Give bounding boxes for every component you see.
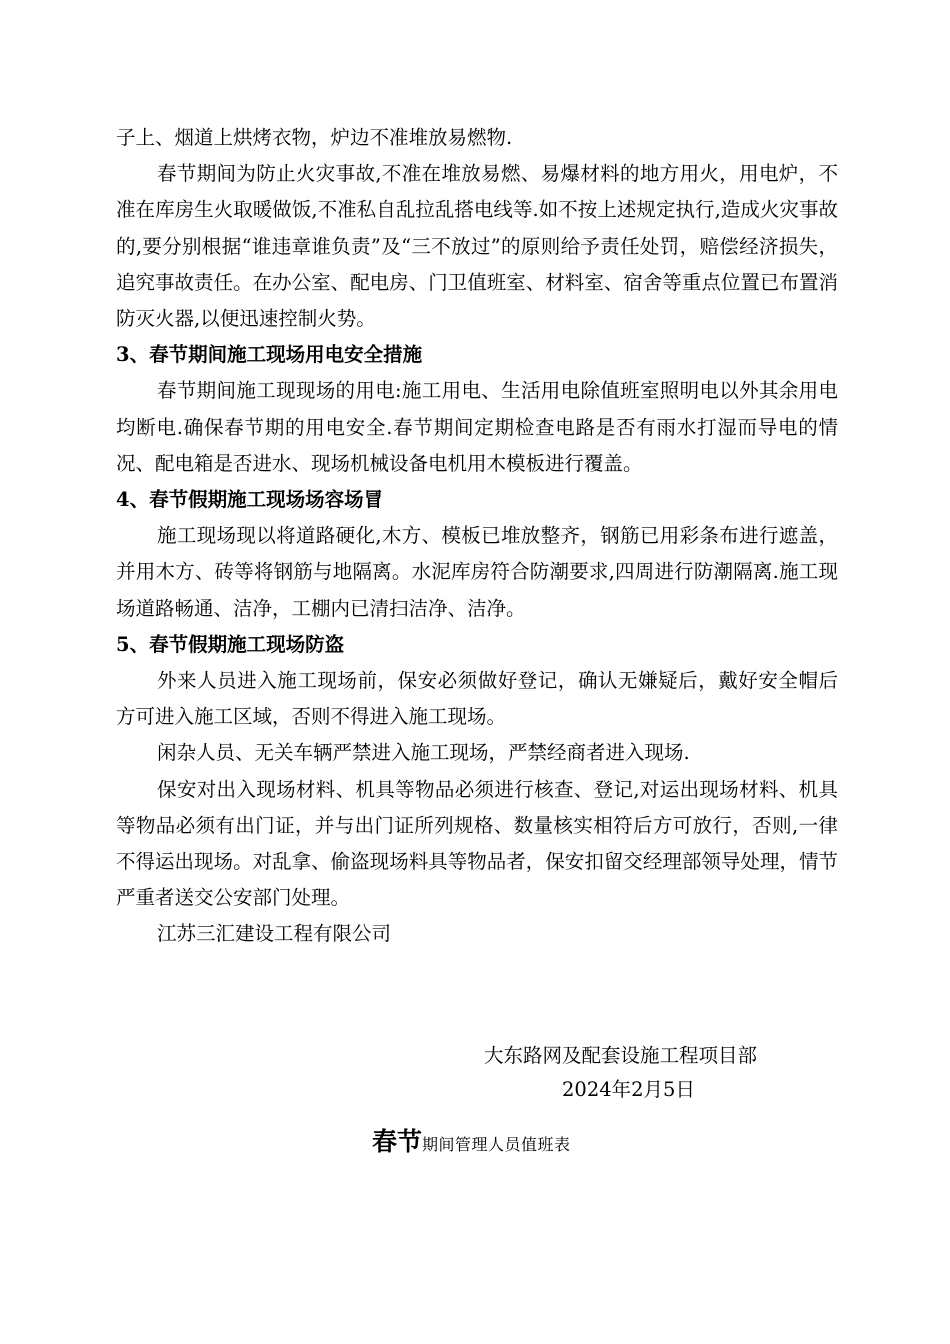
duty-table-title-main: 春节 <box>372 1127 423 1156</box>
document-date: 2024年2月5日 <box>562 1078 695 1101</box>
paragraph-material-check: 保安对出入现场材料、机具等物品必须进行核查、登记,对运出现场材料、机具等物品必须有出门证，并与出门证所列规格、数量核实相符后方可放行，否则,一律不得运出现场。对乱拿、偷盗现场料具等物品者，保安扣留交经理部领导处理，情节严重者送交公安部门处理。 <box>116 777 838 910</box>
paragraph-fire-safety: 春节期间为防止火灾事故,不准在堆放易燃、易爆材料的地方用火，用电炉，不准在库房生火取暖做饭,不准私自乱拉乱搭电线等.如不按上述规定执行,造成火灾事故的,要分别根据“谁违章谁负责”及“三不放过”的原则给予责任处罚，赔偿经济损失，追究事故责任。在办公室、配电房、门卫值班室、材料室、宿舍等重点位置已布置消防灭火器,以便迅速控制火势。 <box>116 162 838 331</box>
company-name: 江苏三汇建设工程有限公司 <box>157 922 392 946</box>
paragraph-site-appearance: 施工现场现以将道路硬化,木方、模板已堆放整齐，钢筋已用彩条布进行遮盖，并用木方、砖等将钢筋与地隔离。水泥库房符合防潮要求,四周进行防潮隔离.施工现场道路畅通、洁净，工棚内已清扫洁净、洁净。 <box>116 524 838 620</box>
section-heading-site-appearance: 4、春节假期施工现场场容场冒 <box>116 488 384 512</box>
section-heading-anti-theft: 5、春节假期施工现场防盗 <box>116 632 345 656</box>
project-department: 大东路网及配套设施工程项目部 <box>484 1044 758 1067</box>
duty-table-title-rest: 期间管理人员值班表 <box>422 1135 571 1154</box>
paragraph-continuation: 子上、烟道上烘烤衣物，炉边不准堆放易燃物. <box>116 126 513 149</box>
section-heading-electricity: 3、春节期间施工现场用电安全措施 <box>116 343 423 367</box>
paragraph-vehicle-restriction: 闲杂人员、无关车辆严禁进入施工现场，严禁经商者进入现场. <box>157 741 690 765</box>
document-body <box>116 120 838 953</box>
duty-table-title <box>372 1122 571 1165</box>
paragraph-visitor-registration: 外来人员进入施工现场前，保安必须做好登记，确认无嫌疑后，戴好安全帽后方可进入施工区域，否则不得进入施工现场。 <box>116 669 838 729</box>
paragraph-electricity: 春节期间施工现现场的用电:施工用电、生活用电除值班室照明电以外其余用电均断电.确保春节期的用电安全.春节期间定期检查电路是否有雨水打湿而导电的情况、配电箱是否进水、现场机械设备电机用木模板进行覆盖。 <box>116 379 838 475</box>
